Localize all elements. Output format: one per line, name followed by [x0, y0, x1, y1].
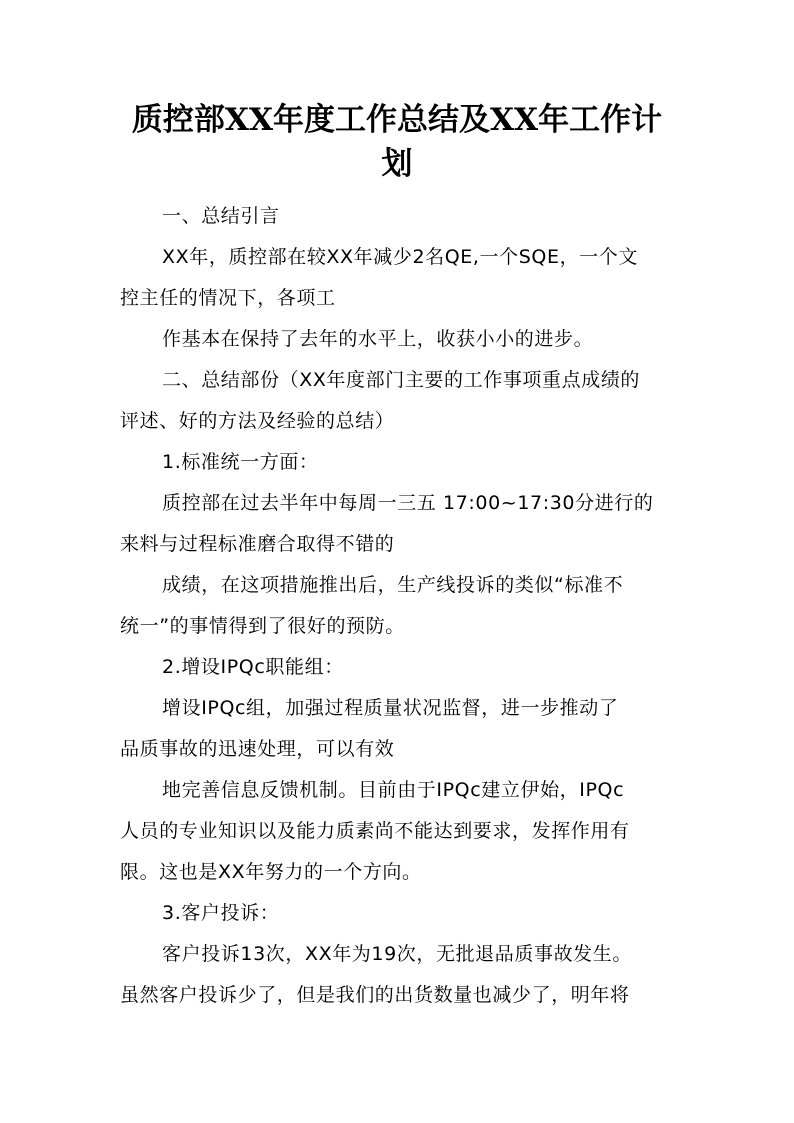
paragraph-line: 统一”的事情得到了很好的预防。	[120, 615, 405, 637]
paragraph-line: 来料与过程标准磨合取得不错的	[120, 533, 395, 555]
paragraph-line: 增设IPQc组，加强过程质量状况监督，进一步推动了	[162, 697, 619, 719]
paragraph-line: 客户投诉13次，XX年为19次，无批退品质事故发生。	[162, 943, 632, 965]
paragraph-line: 控主任的情况下，各项工	[120, 287, 336, 309]
paragraph-line: 限。这也是XX年努力的一个方向。	[120, 861, 422, 883]
paragraph-line: XX年，质控部在较XX年减少2名QE,一个SQE，一个文	[162, 246, 638, 268]
document-title-line-1: 质控部XX年度工作总结及XX年工作计	[131, 102, 663, 138]
paragraph-line: 评述、好的方法及经验的总结）	[120, 410, 395, 432]
document-title-line-2: 划	[381, 146, 413, 182]
paragraph-line: 作基本在保持了去年的水平上，收获小小的进步。	[162, 328, 594, 350]
paragraph-line: 质控部在过去半年中每周一三五 17:00~17:30分进行的	[162, 492, 654, 514]
paragraph-line: 虽然客户投诉少了，但是我们的出货数量也减少了，明年将	[120, 984, 630, 1006]
paragraph-line: 品质事故的迅速处理，可以有效	[120, 738, 395, 760]
subheading-standard-unification: 1.标准统一方面：	[162, 451, 319, 473]
paragraph-line: 人员的专业知识以及能力质素尚不能达到要求，发挥作用有	[120, 820, 630, 842]
subheading-ipqc-group: 2.增设IPQc职能组：	[162, 656, 344, 678]
paragraph-line: 成绩，在这项措施推出后，生产线投诉的类似“标准不	[162, 574, 624, 596]
heading-summary-intro: 一、总结引言	[162, 205, 280, 227]
subheading-customer-complaints: 3.客户投诉：	[162, 902, 280, 924]
paragraph-line: 地完善信息反馈机制。目前由于IPQc建立伊始，IPQc	[162, 779, 625, 801]
heading-summary-section: 二、总结部份（XX年度部门主要的工作事项重点成绩的	[162, 369, 641, 391]
